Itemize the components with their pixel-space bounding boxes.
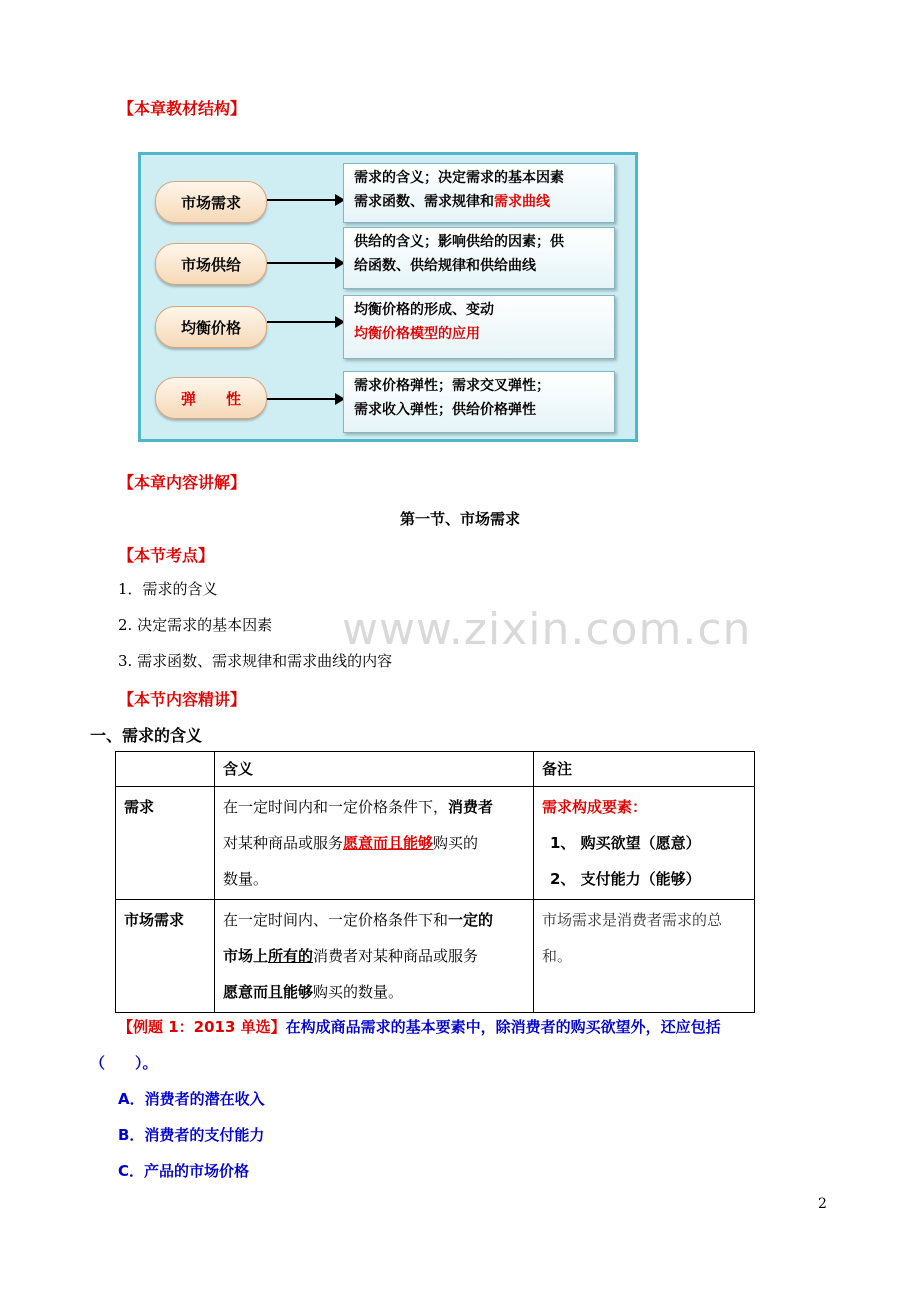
arrow-icon (267, 398, 343, 400)
box-line: 供给的含义；影响供给的因素；供 (354, 234, 564, 250)
box-text-highlight: 需求曲线 (494, 194, 550, 210)
pill-equilibrium-price: 均衡价格 (155, 306, 267, 348)
box-line: 需求的含义；决定需求的基本因素 (354, 170, 564, 186)
question-text: 在构成商品需求的基本要素中，除消费者的购买欲望外，还应包括 (285, 1018, 721, 1036)
term-cell: 市场需求 (116, 900, 215, 1013)
arrow-icon (267, 199, 343, 201)
note-cell (534, 787, 755, 900)
text: 在一定时间内和一定价格条件下， (223, 798, 449, 816)
table-row (116, 787, 755, 900)
meaning-line: 数量。 (223, 870, 269, 888)
text-bold: 市场上 (223, 947, 269, 965)
point-3: 3. 需求函数、需求规律和需求曲线的内容 (118, 652, 393, 670)
point-1: 1．需求的含义 (118, 580, 218, 598)
note-line: 市场需求是消费者需求的总 (542, 911, 723, 929)
arrow-icon (267, 321, 343, 323)
meaning-line (223, 789, 525, 825)
term-cell: 需求 (116, 787, 215, 900)
table-header-cell: 备注 (534, 752, 755, 787)
text-highlight: 愿意而且能够 (343, 834, 434, 852)
box-elasticity (343, 371, 615, 433)
box-market-demand (343, 163, 615, 223)
section-title: 第一节、市场需求 (399, 510, 520, 528)
arrow-icon (267, 262, 343, 264)
meaning-line (223, 974, 525, 1010)
note-line: 2、 支付能力（能够） (550, 870, 701, 888)
demand-table (115, 751, 755, 1013)
note-cell (534, 900, 755, 1013)
meaning-line (223, 902, 525, 938)
point-2: 2. 决定需求的基本因素 (118, 616, 273, 634)
box-line: 均衡价格的形成、变动 (354, 302, 494, 318)
box-text: 需求函数、需求规律和 (354, 194, 494, 210)
text-bold: 一定的 (448, 911, 494, 929)
box-line: 给函数、供给规律和供给曲线 (354, 258, 536, 274)
note-line: 和。 (542, 947, 573, 965)
pill-market-demand: 市场需求 (155, 181, 267, 223)
table-header-cell: 含义 (215, 752, 534, 787)
meaning-line (223, 825, 525, 861)
meaning-cell (215, 900, 534, 1013)
meaning-cell (215, 787, 534, 900)
text-bold: 消费者 (448, 798, 494, 816)
table-header-cell (116, 752, 215, 787)
pill-elasticity: 弹 性 (155, 377, 267, 419)
table-row (116, 900, 755, 1013)
chapter-structure-diagram (138, 152, 638, 442)
text: 消费者对某种商品或服务 (313, 947, 479, 965)
note-line: 1、 购买欲望（愿意） (550, 834, 701, 852)
text: 购买的数量。 (313, 983, 404, 1001)
note-line: 需求构成要素： (542, 798, 648, 816)
page-number: 2 (818, 1196, 827, 1212)
text: 在一定时间内、一定价格条件下和 (223, 911, 449, 929)
box-equilibrium-price (343, 295, 615, 359)
text: 对某种商品或服务 (223, 834, 344, 852)
heading-detail: 【本节内容精讲】 (118, 690, 247, 709)
question-tag: 【例题 1：2013 单选】 (118, 1018, 286, 1036)
box-market-supply (343, 227, 615, 289)
watermark: www.zixin.com.cn (342, 604, 752, 655)
heading-content: 【本章内容讲解】 (118, 473, 247, 492)
option-b: B．消费者的支付能力 (118, 1126, 265, 1144)
question-stem (118, 1016, 838, 1037)
part1-heading: 一、需求的含义 (90, 726, 203, 745)
box-line: 需求收入弹性；供给价格弹性 (354, 402, 536, 418)
question-blank: （ ）。 (90, 1054, 158, 1072)
text-bold-underline: 所有的 (268, 947, 314, 965)
heading-points: 【本节考点】 (118, 546, 215, 565)
table-header-row (116, 752, 755, 787)
text-bold: 愿意而且能够 (223, 983, 314, 1001)
heading-structure: 【本章教材结构】 (118, 99, 247, 118)
option-c: C．产品的市场价格 (118, 1162, 250, 1180)
box-line: 需求价格弹性；需求交叉弹性； (354, 378, 550, 394)
box-line (354, 190, 604, 214)
meaning-line (223, 938, 525, 974)
box-line-highlight: 均衡价格模型的应用 (354, 326, 480, 342)
pill-market-supply: 市场供给 (155, 243, 267, 285)
option-a: A．消费者的潜在收入 (118, 1090, 265, 1108)
text: 购买的 (433, 834, 479, 852)
